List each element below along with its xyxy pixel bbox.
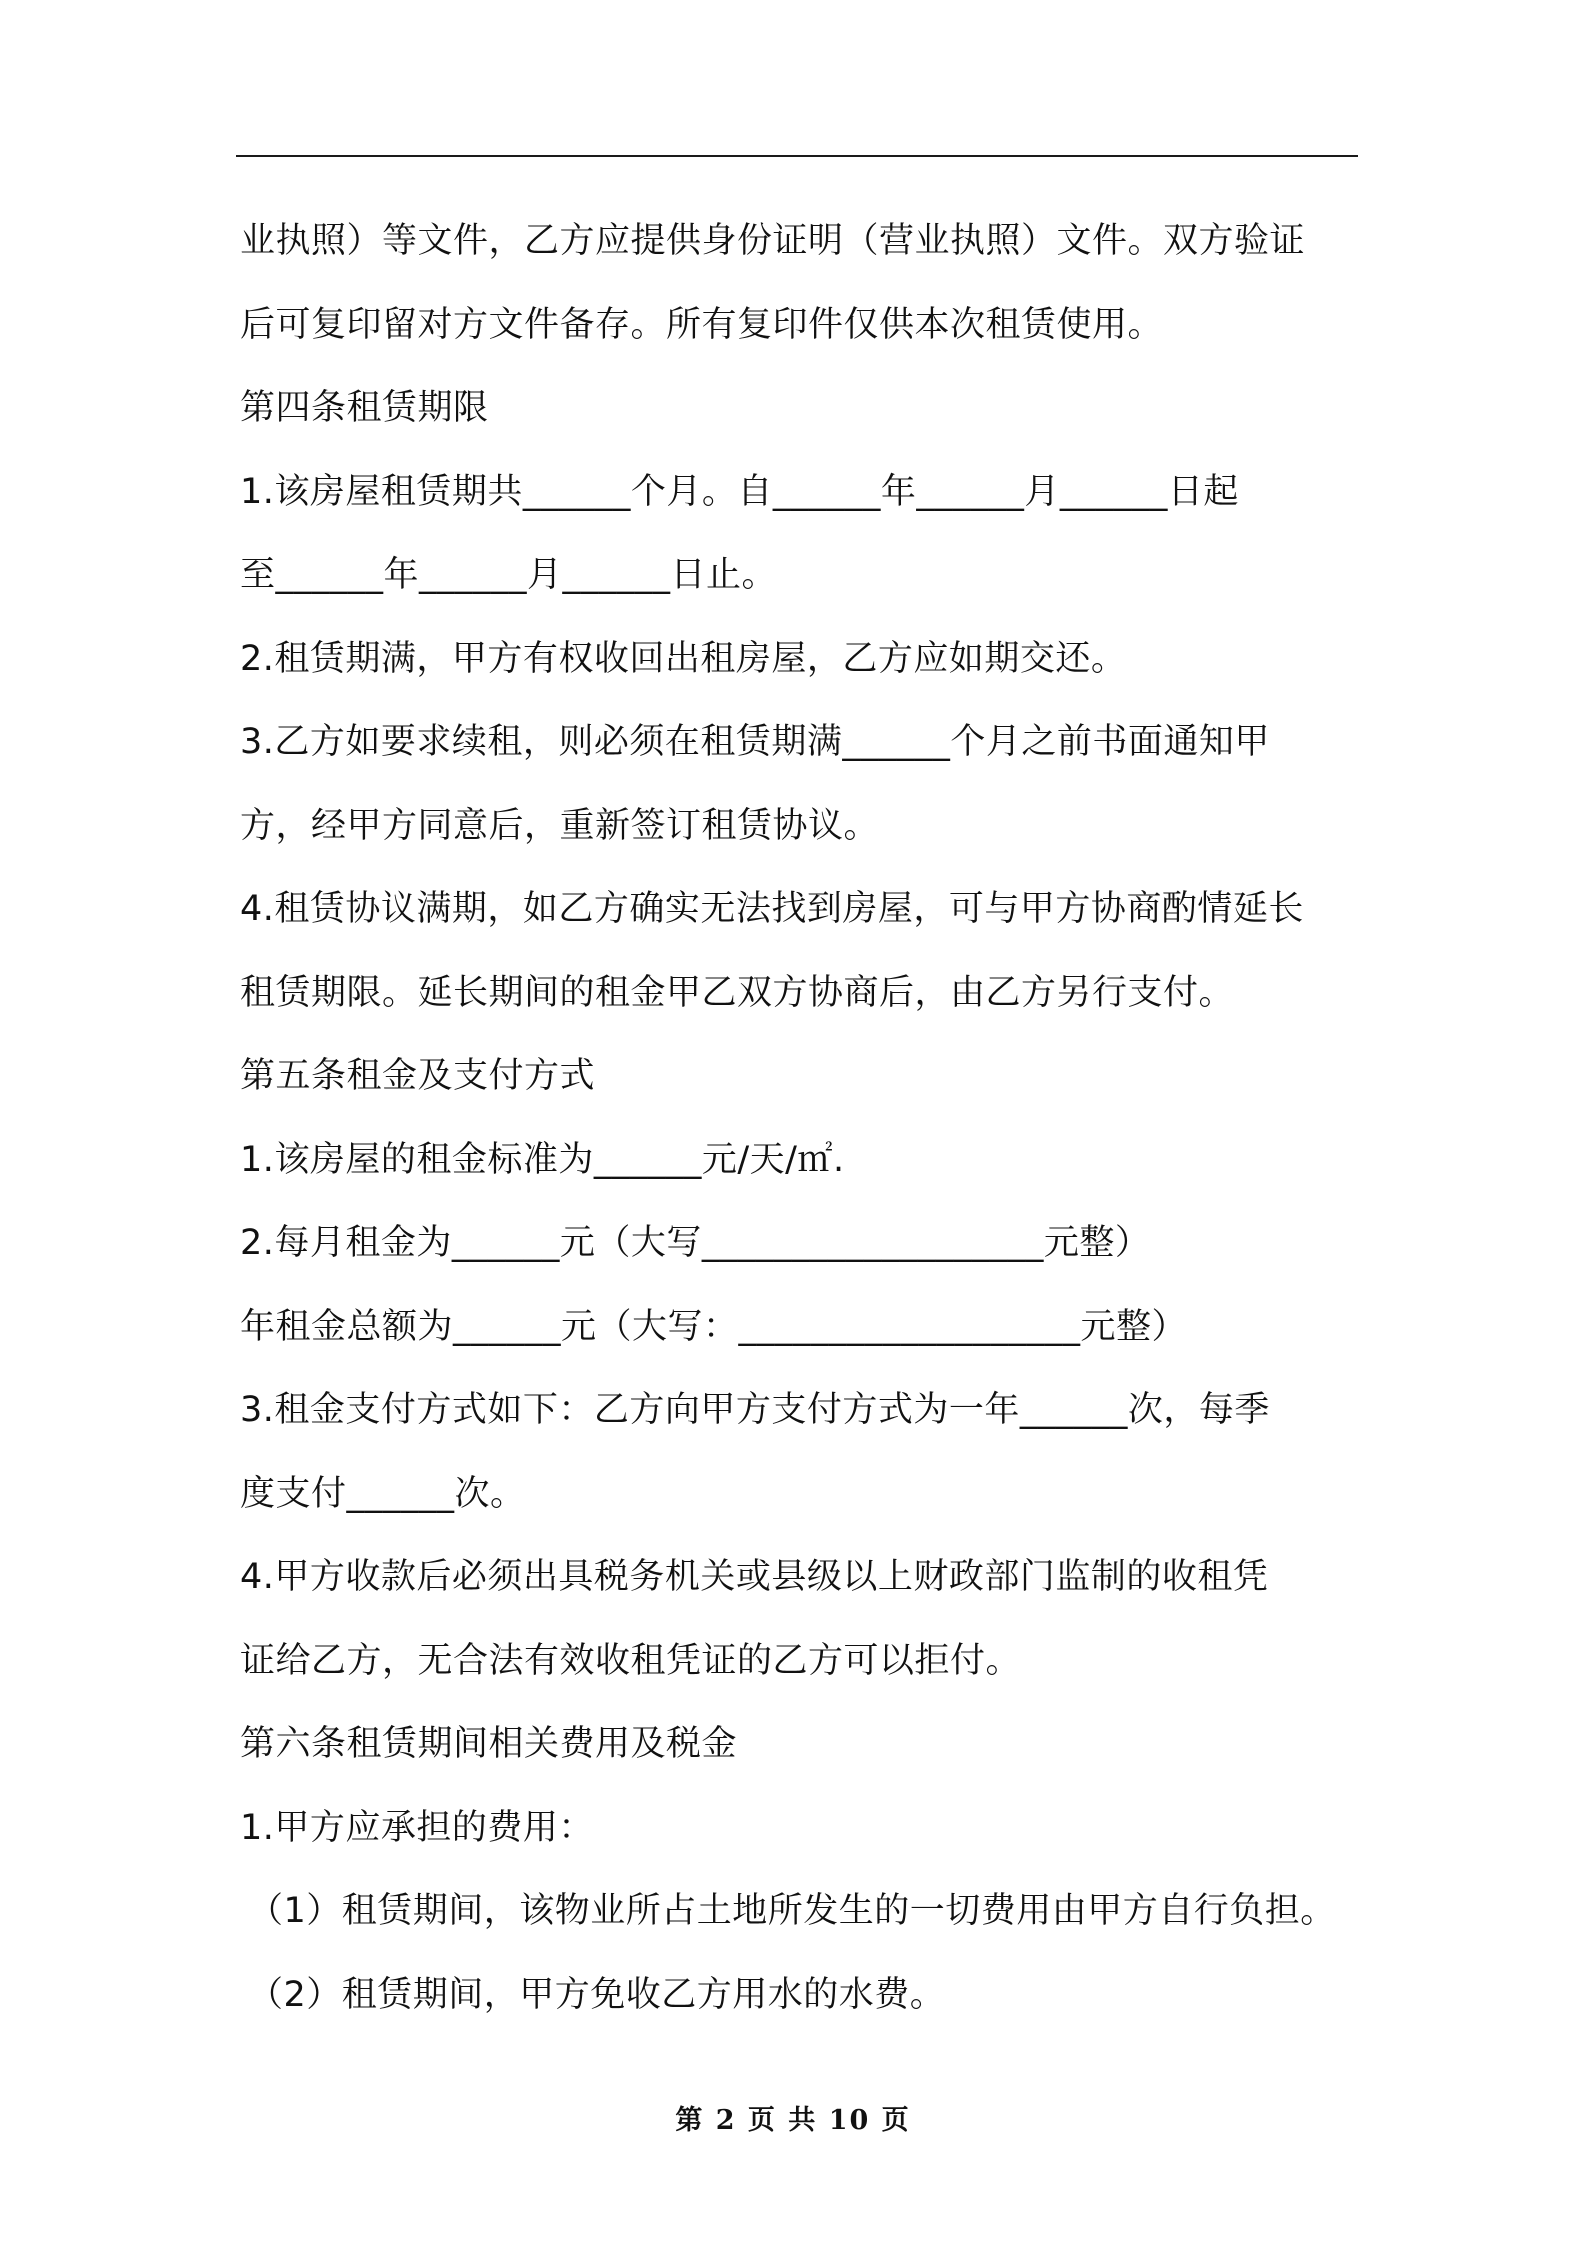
page-number-footer: 第 2 页 共 10 页 bbox=[675, 2105, 911, 2136]
paragraph-line: 3.租金支付方式如下：乙方向甲方支付方式为一年______次，每季 bbox=[240, 1390, 1270, 1430]
paragraph-line: 1.甲方应承担的费用： bbox=[240, 1807, 594, 1848]
paragraph-line: 证给乙方，无合法有效收租凭证的乙方可以拒付。 bbox=[240, 1640, 1022, 1681]
list-item: （2）租赁期间，甲方免收乙方用水的水费。 bbox=[248, 1974, 946, 2015]
paragraph-line: 4.甲方收款后必须出具税务机关或县级以上财政部门监制的收租凭 bbox=[240, 1557, 1269, 1597]
paragraph-line: 度支付______次。 bbox=[240, 1473, 526, 1514]
paragraph-line: 租赁期限。延长期间的租金甲乙双方协商后，由乙方另行支付。 bbox=[240, 972, 1235, 1013]
list-item: （1）租赁期间，该物业所占土地所发生的一切费用由甲方自行负担。 bbox=[248, 1891, 1336, 1931]
paragraph-line: 4.租赁协议满期，如乙方确实无法找到房屋，可与甲方协商酌情延长 bbox=[240, 889, 1304, 929]
paragraph-line: 后可复印留对方文件备存。所有复印件仅供本次租赁使用。 bbox=[240, 304, 1164, 345]
header-rule bbox=[236, 155, 1358, 157]
paragraph-line: 2.租赁期满，甲方有权收回出租房屋，乙方应如期交还。 bbox=[240, 638, 1127, 679]
paragraph-line: 1.该房屋租赁期共______个月。自______年______月______日起 bbox=[240, 471, 1239, 512]
paragraph-line: 3.乙方如要求续租，则必须在租赁期满______个月之前书面通知甲 bbox=[240, 722, 1270, 762]
paragraph-line: 业执照）等文件，乙方应提供身份证明（营业执照）文件。双方验证 bbox=[240, 221, 1306, 261]
section-heading: 第六条租赁期间相关费用及税金 bbox=[240, 1724, 738, 1764]
paragraph-line: 至______年______月______日止。 bbox=[240, 555, 778, 595]
paragraph-line: 年租金总额为______元（大写：___________________元整） bbox=[240, 1306, 1188, 1347]
document-body bbox=[240, 200, 1380, 2037]
section-heading: 第五条租金及支付方式 bbox=[240, 1056, 596, 1096]
paragraph-line: 2.每月租金为______元（大写___________________元整） bbox=[240, 1223, 1151, 1263]
paragraph-line: 1.该房屋的租金标准为______元/天/㎡. bbox=[240, 1139, 845, 1180]
section-heading: 第四条租赁期限 bbox=[240, 388, 489, 428]
paragraph-line: 方，经甲方同意后，重新签订租赁协议。 bbox=[240, 805, 880, 846]
